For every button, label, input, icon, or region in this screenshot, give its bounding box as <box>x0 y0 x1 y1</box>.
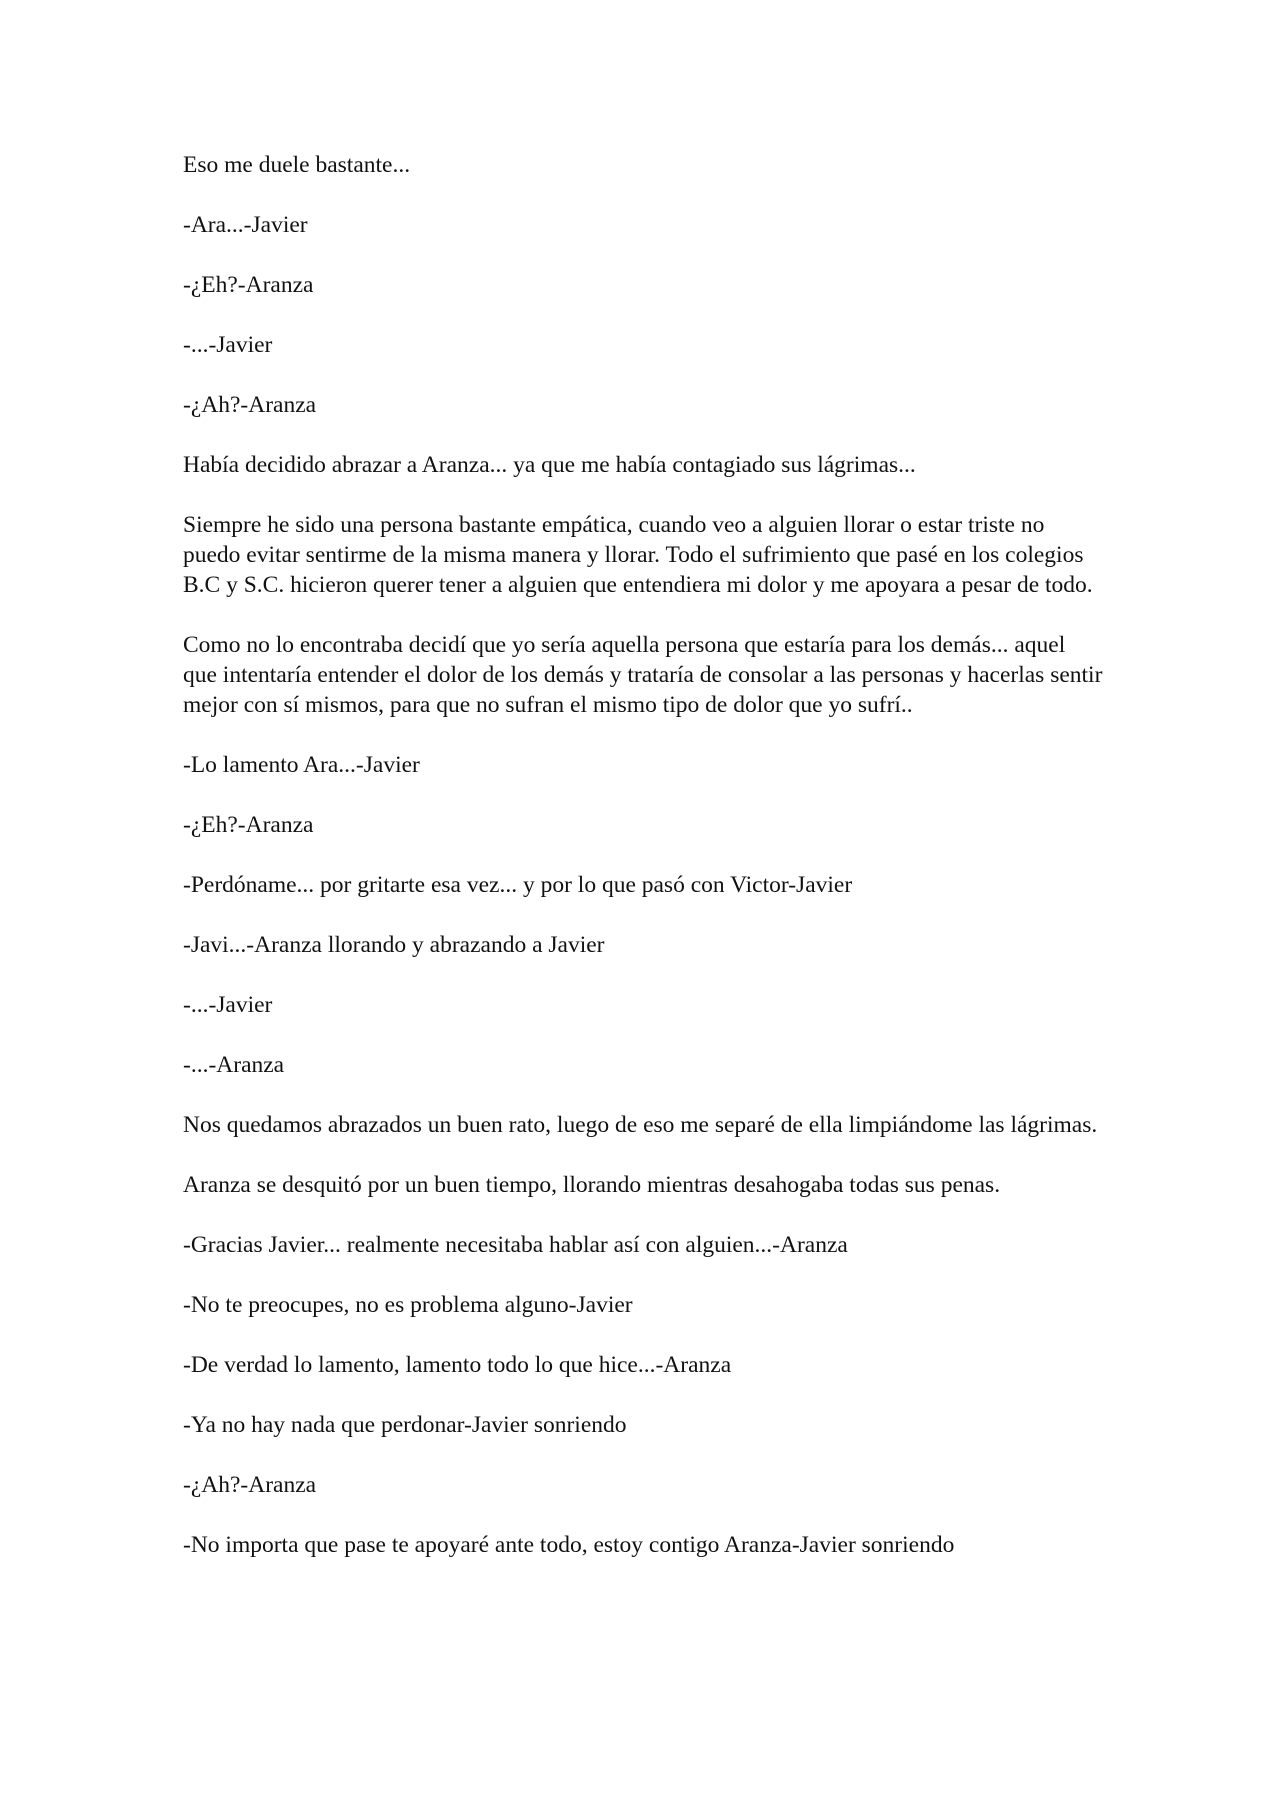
paragraph: Había decidido abrazar a Aranza... ya que me había contagiado sus lágrimas... <box>183 452 916 478</box>
paragraph: Siempre he sido una persona bastante empática, cuando veo a alguien llorar o estar triste no puedo evitar sentirme de la misma manera y llorar. Todo el sufrimiento que pasé en los colegios B.C y S.C. hicieron querer tener a alguien que entendiera mi dolor y me apoyara a pesar de todo. <box>183 512 1093 598</box>
document-body <box>183 150 1103 1590</box>
dialogue-line: -...-Javier <box>183 332 273 358</box>
paragraph: Nos quedamos abrazados un buen rato, luego de eso me separé de ella limpiándome las lágrimas. <box>183 1112 1098 1138</box>
dialogue-line: -¿Eh?-Aranza <box>183 812 314 838</box>
dialogue-line: -Javi...-Aranza llorando y abrazando a Javier <box>183 932 605 958</box>
dialogue-line: -...-Javier <box>183 992 273 1018</box>
dialogue-line: -Perdóname... por gritarte esa vez... y por lo que pasó con Victor-Javier <box>183 872 853 898</box>
dialogue-line: -Gracias Javier... realmente necesitaba hablar así con alguien...-Aranza <box>183 1232 848 1258</box>
paragraph: Como no lo encontraba decidí que yo sería aquella persona que estaría para los demás... aquel que intentaría entender el dolor de los demás y trataría de consolar a las personas y hacerlas sentir mejor con sí mismos, para que no sufran el mismo tipo de dolor que yo sufrí.. <box>183 632 1103 718</box>
dialogue-line: -De verdad lo lamento, lamento todo lo que hice...-Aranza <box>183 1352 732 1378</box>
dialogue-line: -Ara...-Javier <box>183 212 308 238</box>
paragraph: Aranza se desquitó por un buen tiempo, llorando mientras desahogaba todas sus penas. <box>183 1172 1001 1198</box>
dialogue-line: -Ya no hay nada que perdonar-Javier sonriendo <box>183 1412 627 1438</box>
paragraph: Eso me duele bastante... <box>183 152 411 178</box>
dialogue-line: -No te preocupes, no es problema alguno-Javier <box>183 1292 633 1318</box>
dialogue-line: -¿Ah?-Aranza <box>183 1472 317 1498</box>
dialogue-line: -No importa que pase te apoyaré ante todo, estoy contigo Aranza-Javier sonriendo <box>183 1532 955 1558</box>
dialogue-line: -...-Aranza <box>183 1052 285 1078</box>
dialogue-line: -Lo lamento Ara...-Javier <box>183 752 420 778</box>
dialogue-line: -¿Eh?-Aranza <box>183 272 314 298</box>
dialogue-line: -¿Ah?-Aranza <box>183 392 317 418</box>
